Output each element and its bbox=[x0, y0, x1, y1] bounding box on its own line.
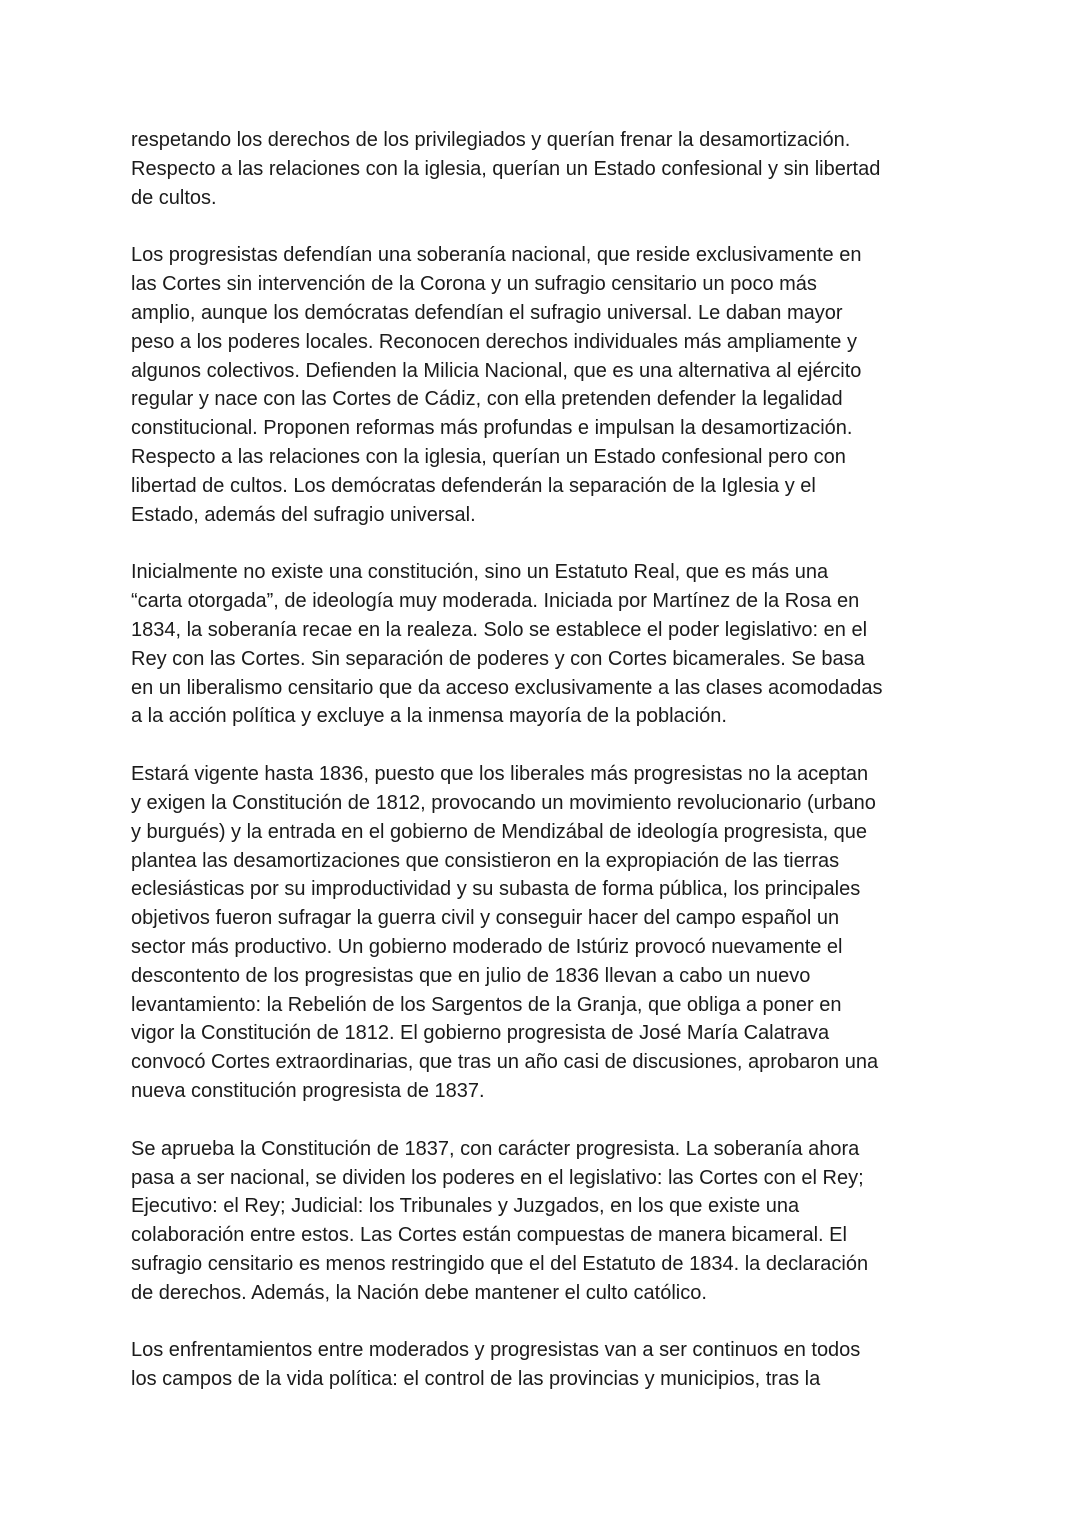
paragraph-constitucion-1837 bbox=[131, 1135, 951, 1308]
text-line: regular y nace con las Cortes de Cádiz, con ella pretenden defender la legalidad bbox=[131, 388, 843, 411]
text-line: en un liberalismo censitario que da acceso exclusivamente a las clases acomodadas bbox=[131, 676, 883, 699]
text-line: amplio, aunque los demócratas defendían el sufragio universal. Le daban mayor bbox=[131, 301, 843, 324]
text-line: respetando los derechos de los privilegiados y querían frenar la desamortización. bbox=[131, 129, 851, 151]
text-line: vigor la Constitución de 1812. El gobierno progresista de José María Calatrava bbox=[131, 1022, 830, 1045]
text-line: las Cortes sin intervención de la Corona y un sufragio censitario un poco más bbox=[131, 273, 817, 296]
paragraph-vigente-1836 bbox=[131, 760, 951, 1106]
text-line: “carta otorgada”, de ideología muy moderada. Iniciada por Martínez de la Rosa en bbox=[131, 590, 860, 613]
text-line: Respecto a las relaciones con la iglesia, querían un Estado confesional y sin libertad bbox=[131, 157, 881, 180]
text-line: eclesiásticas por su improductividad y su subasta de forma pública, los principales bbox=[131, 878, 861, 901]
text-line: sector más productivo. Un gobierno moderado de Istúriz provocó nuevamente el bbox=[131, 935, 843, 958]
text-line: plantea las desamortizaciones que consistieron en la expropiación de las tierras bbox=[131, 849, 840, 872]
text-line: libertad de cultos. Los demócratas defenderán la separación de la Iglesia y el bbox=[131, 474, 816, 497]
paragraph-enfrentamientos bbox=[131, 1336, 951, 1394]
text-line: objetivos fueron sufragar la guerra civil y conseguir hacer del campo español un bbox=[131, 907, 840, 930]
text-line: nueva constitución progresista de 1837. bbox=[131, 1079, 485, 1102]
text-line: de cultos. bbox=[131, 186, 217, 209]
text-line: a la acción política y excluye a la inmensa mayoría de la población. bbox=[131, 705, 727, 728]
document-body bbox=[131, 126, 951, 1394]
text-line: convocó Cortes extraordinarias, que tras un año casi de discusiones, aprobaron una bbox=[131, 1051, 879, 1074]
text-line: Rey con las Cortes. Sin separación de poderes y con Cortes bicamerales. Se basa bbox=[131, 647, 865, 670]
text-line: pasa a ser nacional, se dividen los poderes en el legislativo: las Cortes con el Rey; bbox=[131, 1166, 864, 1189]
text-line: y burgués) y la entrada en el gobierno de Mendizábal de ideología progresista, que bbox=[131, 820, 868, 843]
text-line: Los enfrentamientos entre moderados y progresistas van a ser continuos en todos bbox=[131, 1339, 861, 1362]
paragraph-progresistas bbox=[131, 241, 951, 529]
text-line: Ejecutivo: el Rey; Judicial: los Tribunales y Juzgados, en los que existe una bbox=[131, 1195, 800, 1218]
text-line: Respecto a las relaciones con la iglesia, querían un Estado confesional pero con bbox=[131, 445, 846, 468]
text-line: y exigen la Constitución de 1812, provocando un movimiento revolucionario (urbano bbox=[131, 791, 876, 814]
text-line: Se aprueba la Constitución de 1837, con carácter progresista. La soberanía ahora bbox=[131, 1137, 860, 1160]
text-line: Estado, además del sufragio universal. bbox=[131, 503, 476, 526]
text-line: 1834, la soberanía recae en la realeza. Solo se establece el poder legislativo: en el bbox=[131, 618, 868, 641]
paragraph-estatuto-real bbox=[131, 558, 951, 731]
text-line: sufragio censitario es menos restringido que el del Estatuto de 1834. la declaración bbox=[131, 1252, 869, 1275]
text-line: Estará vigente hasta 1836, puesto que los liberales más progresistas no la aceptan bbox=[131, 763, 869, 786]
text-line: peso a los poderes locales. Reconocen derechos individuales más ampliamente y bbox=[131, 330, 857, 353]
text-line: Inicialmente no existe una constitución, sino un Estatuto Real, que es más una bbox=[131, 561, 829, 584]
text-line: levantamiento: la Rebelión de los Sargentos de la Granja, que obliga a poner en bbox=[131, 993, 842, 1016]
text-line: algunos colectivos. Defienden la Milicia Nacional, que es una alternativa al ejército bbox=[131, 359, 862, 382]
text-line: los campos de la vida política: el control de las provincias y municipios, tras la bbox=[131, 1368, 821, 1391]
text-line: Los progresistas defendían una soberanía nacional, que reside exclusivamente en bbox=[131, 244, 862, 267]
text-line: descontento de los progresistas que en julio de 1836 llevan a cabo un nuevo bbox=[131, 964, 811, 987]
paragraph-privilegiados bbox=[131, 126, 951, 212]
text-line: colaboración entre estos. Las Cortes están compuestas de manera bicameral. El bbox=[131, 1224, 847, 1247]
text-line: constitucional. Proponen reformas más profundas e impulsan la desamortización. bbox=[131, 417, 853, 440]
text-line: de derechos. Además, la Nación debe mantener el culto católico. bbox=[131, 1281, 707, 1304]
